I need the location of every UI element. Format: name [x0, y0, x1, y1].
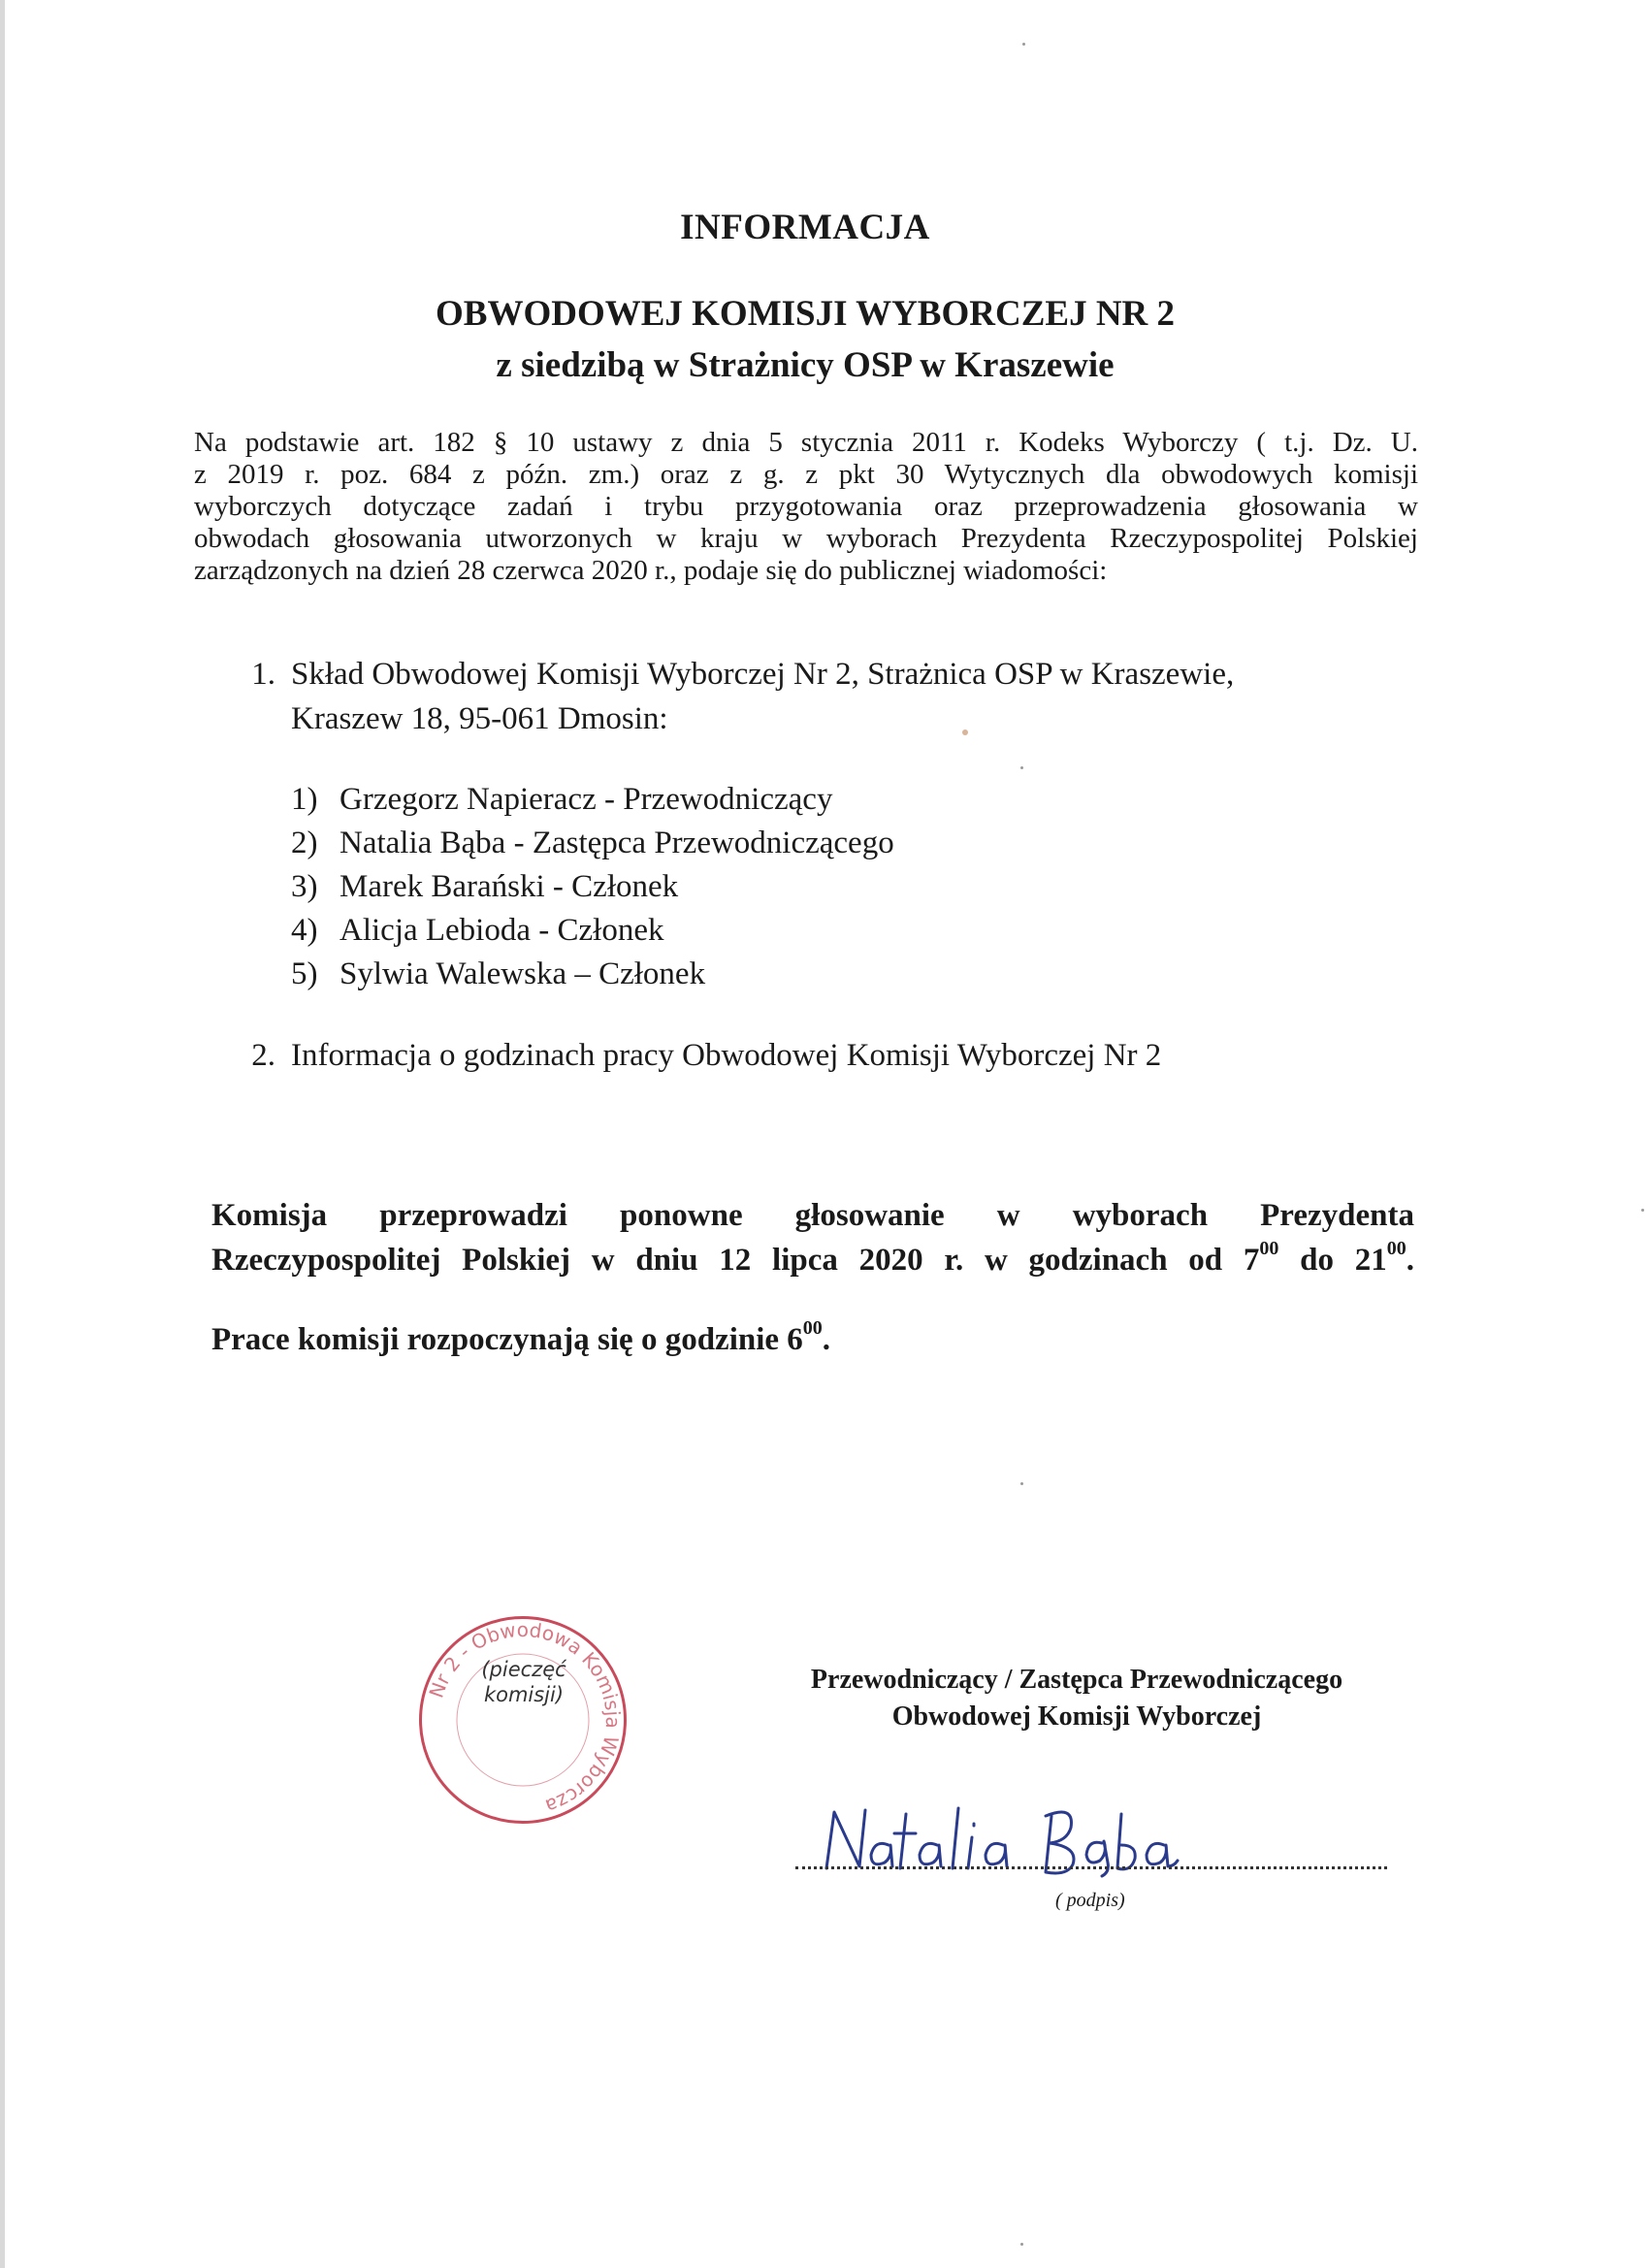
document-title: INFORMACJA — [680, 208, 930, 247]
member-number: 3) — [291, 869, 318, 904]
signature-caption: ( podpis) — [1055, 1890, 1125, 1911]
list-item-text: Kraszew 18, 95-061 Dmosin: — [291, 701, 668, 736]
list-item-number: 1. — [251, 657, 275, 692]
scan-speck — [1020, 766, 1023, 769]
voting-line — [211, 1238, 1414, 1282]
member-number: 2) — [291, 826, 318, 860]
scan-speck — [1022, 43, 1025, 46]
stamp-label-line: komisji) — [483, 1683, 565, 1706]
handwritten-signature — [813, 1795, 1220, 1892]
signatory-body: Obwodowej Komisji Wyborczej — [891, 1701, 1262, 1732]
member-number: 4) — [291, 913, 318, 948]
scan-speck — [962, 729, 968, 735]
work-start-note — [211, 1317, 1414, 1362]
intro-line: Na podstawie art. 182 § 10 ustawy z dnia 5 stycznia 2011 r. Kodeks Wyborczy ( t.j. Dz. U. — [194, 427, 1418, 458]
stamp-ring-text: Nr 2 - Obwodowa Komisja Wyborcza — [424, 1617, 626, 1819]
work-start-text: . — [822, 1322, 831, 1357]
member-name: Sylwia Walewska – Członek — [340, 956, 706, 991]
member-name: Alicja Lebioda - Członek — [340, 913, 664, 948]
intro-paragraph — [194, 427, 1418, 587]
time-minutes: 00 — [802, 1317, 823, 1339]
voting-announcement — [211, 1193, 1414, 1282]
member-row — [291, 780, 832, 819]
voting-line: Komisja przeprowadzi ponowne głosowanie w wyborach Prezydenta — [211, 1198, 1414, 1233]
member-row — [291, 911, 663, 950]
member-row — [291, 955, 705, 993]
commission-name: OBWODOWEJ KOMISJI WYBORCZEJ NR 2 — [435, 294, 1176, 334]
signatory-title: Przewodniczący / Zastępca Przewodniczącego — [810, 1665, 1343, 1695]
stamp-label — [456, 1657, 592, 1707]
scan-speck — [1020, 2243, 1023, 2246]
work-start-text: Prace komisji rozpoczynają się o godzinie 6 — [211, 1322, 803, 1357]
voting-text: Rzeczypospolitej Polskiej w dniu 12 lipca 2020 r. w godzinach od 7 — [211, 1243, 1260, 1278]
list-item-number: 2. — [251, 1038, 275, 1073]
commission-seat: z siedzibą w Strażnicy OSP w Kraszewie — [496, 345, 1115, 385]
member-row — [291, 824, 894, 862]
commission-stamp — [419, 1616, 627, 1824]
member-number: 1) — [291, 782, 318, 817]
intro-line: zarządzonych na dzień 28 czerwca 2020 r., podaje się do publicznej wiadomości: — [194, 555, 1108, 586]
scan-left-edge — [0, 0, 5, 2268]
intro-line: wyborczych dotyczące zadań i trybu przygotowania oraz przeprowadzenia głosowania w — [194, 491, 1418, 522]
scan-speck — [1020, 1482, 1023, 1485]
intro-line: obwodach głosowania utworzonych w kraju w wyborach Prezydenta Rzeczypospolitej Polskiej — [194, 523, 1418, 554]
stamp-label-line: (pieczęć — [481, 1658, 566, 1681]
signature-dotted-line — [795, 1863, 1387, 1869]
stamp-ring — [419, 1616, 627, 1824]
member-row — [291, 867, 678, 906]
member-name: Marek Barański - Członek — [340, 869, 679, 904]
scan-speck — [1641, 1209, 1644, 1212]
member-number: 5) — [291, 956, 318, 991]
voting-text: do 21 — [1278, 1243, 1387, 1278]
voting-text: . — [1406, 1243, 1414, 1278]
time-minutes: 00 — [1259, 1238, 1279, 1259]
member-name: Natalia Bąba - Zastępca Przewodniczącego — [340, 826, 894, 860]
member-name: Grzegorz Napieracz - Przewodniczący — [340, 782, 833, 817]
intro-line: z 2019 r. poz. 684 z późn. zm.) oraz z g. z pkt 30 Wytycznych dla obwodowych komisji — [194, 459, 1418, 490]
list-item-text: Informacja o godzinach pracy Obwodowej Komisji Wyborczej Nr 2 — [291, 1038, 1162, 1073]
time-minutes: 00 — [1386, 1238, 1406, 1259]
list-item-text: Skład Obwodowej Komisji Wyborczej Nr 2, Strażnica OSP w Kraszewie, — [291, 657, 1235, 692]
